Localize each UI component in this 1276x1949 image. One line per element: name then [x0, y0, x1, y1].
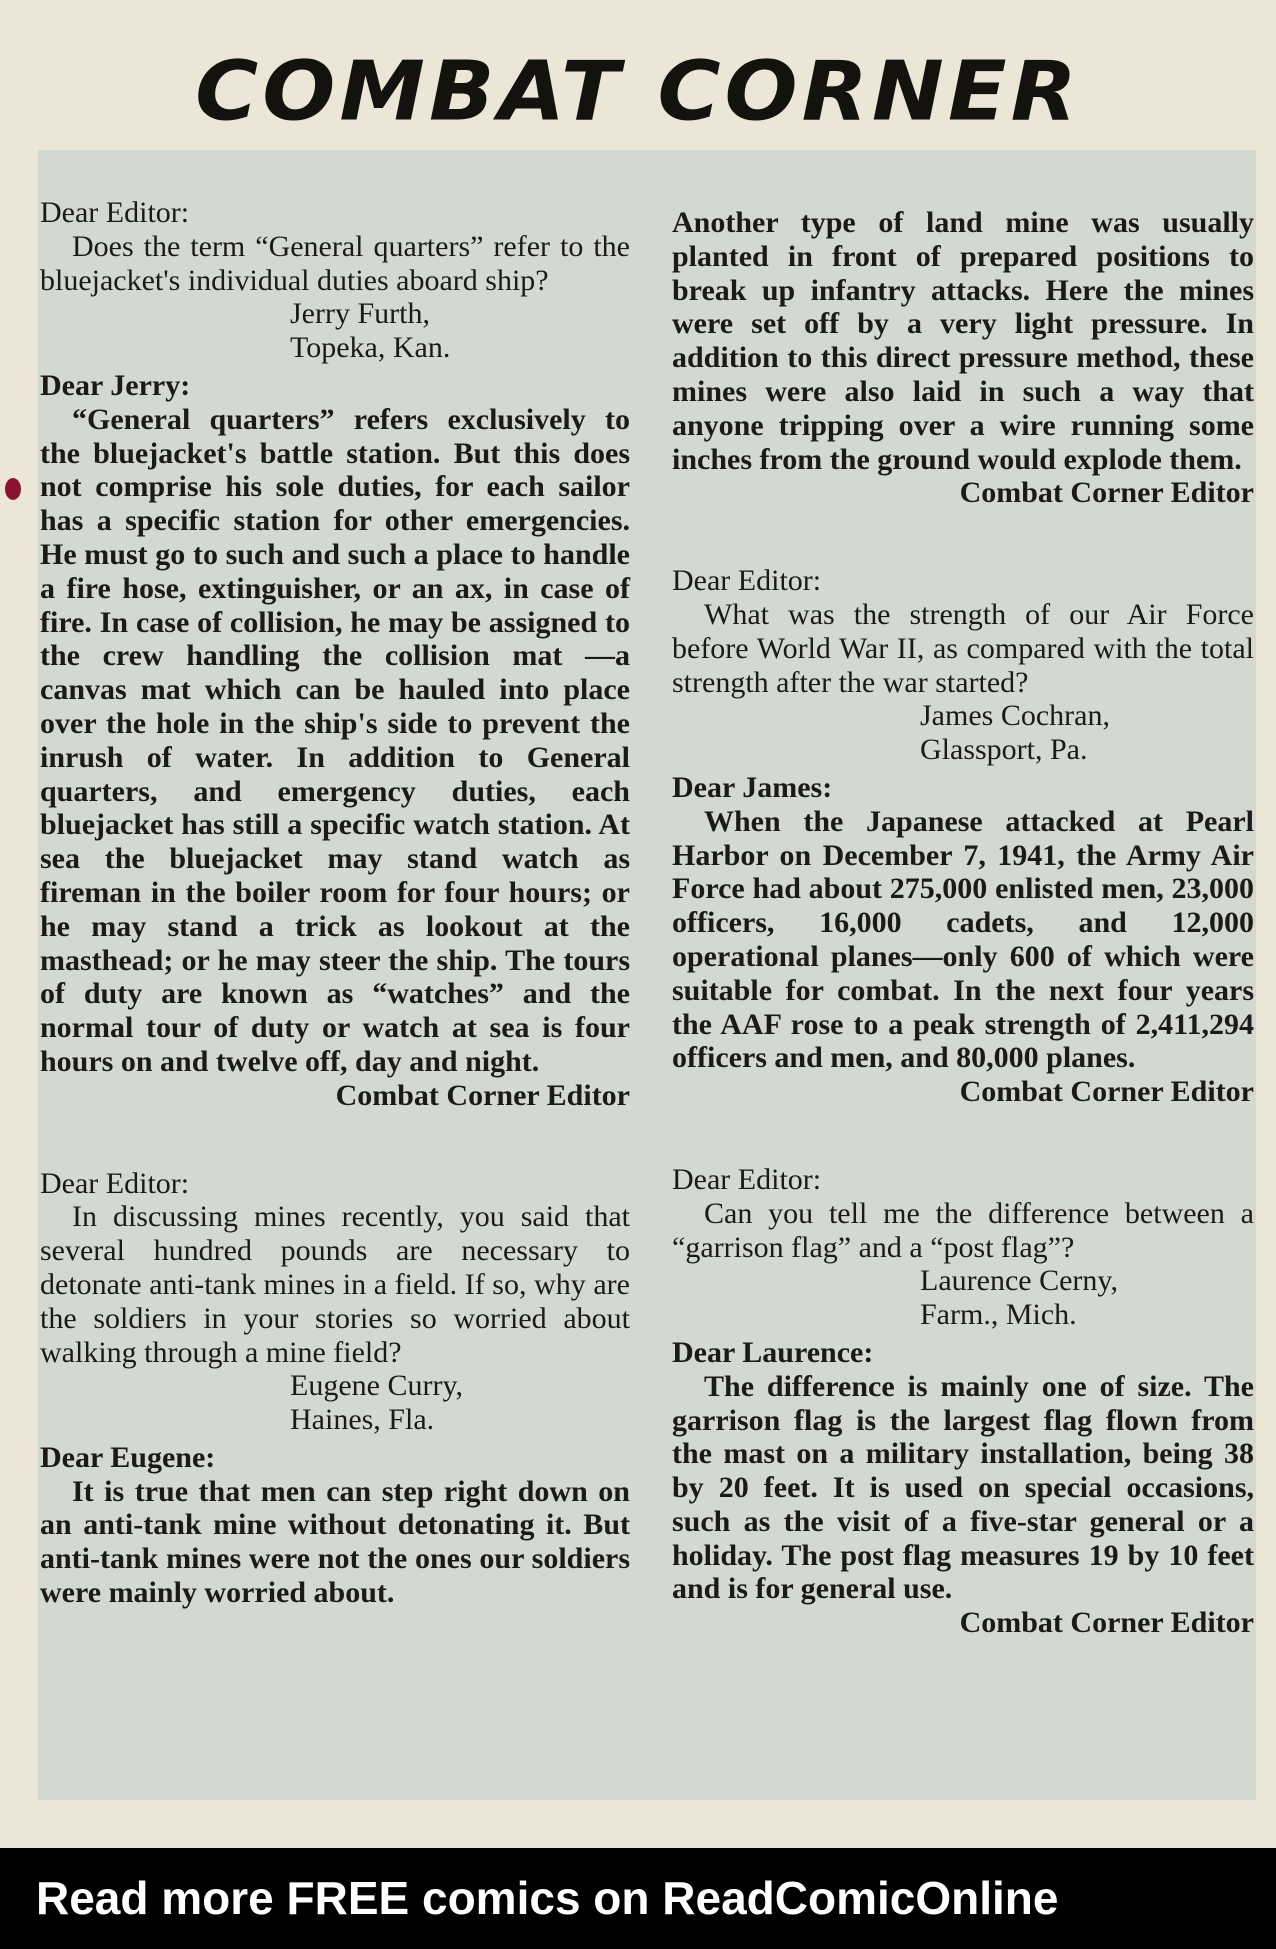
- letter-question: In discussing mines recently, you said that several hundred pounds are necessary to detonate anti-tank mines in a field. If so, why are the soldiers in your stories so worried about walking through a mine field?: [40, 1200, 630, 1369]
- reply-salutation: Dear Eugene:: [40, 1440, 216, 1474]
- letter-question: What was the strength of our Air Force before World War II, as compared with the total strength after the war started?: [672, 597, 1254, 699]
- reply-answer: When the Japanese attacked at Pearl Harbor on December 7, 1941, the Army Air Force had about 275,000 enlisted men, 23,000 officers, 16,000 cadets, and 12,000 operational planes—only 600 of which were suitable for combat. In the next four years the AAF rose to a peak strength of 2,411,294 officers and men, and 80,000 planes.: [672, 804, 1254, 1075]
- letter-gap: [672, 510, 1254, 564]
- letter-gap: [672, 1109, 1254, 1163]
- letter-signature-name: James Cochran,: [920, 699, 1110, 733]
- reply-salutation: Dear Jerry:: [40, 368, 191, 402]
- editor-signature: Combat Corner Editor: [335, 1078, 630, 1112]
- letter-signature-place: Haines, Fla.: [290, 1403, 435, 1437]
- page-title: COMBAT CORNER: [195, 44, 1081, 140]
- letter-eugene-continued: [672, 206, 1254, 510]
- letter-signature-name: Laurence Cerny,: [920, 1264, 1118, 1298]
- letter-salutation: Dear Editor:: [672, 1162, 822, 1196]
- reply-answer: “General quarters” refers exclusively to the bluejacket's battle station. But this does not comprise his sole duties, for each sailor has a specific station for other emergencies. He must go to such and such a place to handle a fire hose, extinguisher, or an ax, in case of fire. In case of collision, he may be assigned to the crew handling the collision mat —a canvas mat which can be hauled into place over the hole in the ship's side to prevent the inrush of water. In addition to General quarters, and emergency duties, each bluejacket has still a specific watch station. At sea the bluejacket may stand watch as fireman in the boiler room for four hours; or he may stand a trick as lookout at the masthead; or he may steer the ship. The tours of duty are known as “watches” and the normal tour of duty or watch at sea is four hours on and twelve off, day and night.: [40, 402, 630, 1078]
- letter-jerry: [40, 196, 630, 1113]
- letter-james: [672, 564, 1254, 1109]
- letter-signature-place: Farm., Mich.: [920, 1298, 1077, 1332]
- editor-signature: Combat Corner Editor: [959, 1606, 1254, 1640]
- editor-signature: Combat Corner Editor: [959, 476, 1254, 510]
- letter-salutation: Dear Editor:: [672, 564, 822, 598]
- footer-banner[interactable]: Read more FREE comics on ReadComicOnline: [0, 1848, 1276, 1949]
- letter-question: Can you tell me the difference between a “garrison flag” and a “post flag”?: [672, 1196, 1254, 1264]
- letter-eugene: [40, 1167, 630, 1610]
- right-column: [672, 206, 1254, 1640]
- reply-salutation: Dear Laurence:: [672, 1335, 874, 1369]
- ink-spot: [5, 478, 21, 500]
- reply-answer-continued: Another type of land mine was usually planted in front of prepared positions to break up infantry attacks. Here the mines were set off by a very light pressure. In addition to this direct pressure method, these mines were also laid in such a way that anyone tripping over a wire running some inches from the ground would explode them.: [672, 206, 1254, 476]
- letter-laurence: [672, 1163, 1254, 1640]
- letter-salutation: Dear Editor:: [40, 1166, 190, 1200]
- left-column: [40, 196, 630, 1610]
- letter-gap: [40, 1113, 630, 1167]
- reply-salutation: Dear James:: [672, 770, 833, 804]
- letter-signature-place: Topeka, Kan.: [290, 331, 451, 365]
- letter-question: Does the term “General quarters” refer to the bluejacket's individual duties aboard ship?: [40, 229, 630, 297]
- letter-salutation: Dear Editor:: [40, 196, 190, 229]
- letter-signature-name: Jerry Furth,: [290, 297, 430, 331]
- letter-signature-place: Glassport, Pa.: [920, 733, 1088, 767]
- reply-answer: It is true that men can step right down on an anti-tank mine without detonating it. But anti-tank mines were not the ones our soldiers were mainly worried about.: [40, 1474, 630, 1610]
- letter-signature-name: Eugene Curry,: [290, 1369, 463, 1403]
- editor-signature: Combat Corner Editor: [959, 1075, 1254, 1109]
- reply-answer: The difference is mainly one of size. The garrison flag is the largest flag flown from the mast on a military installation, being 38 by 20 feet. It is used on special occasions, such as the visit of a five-star general or a holiday. The post flag measures 19 by 10 feet and is for general use.: [672, 1369, 1254, 1606]
